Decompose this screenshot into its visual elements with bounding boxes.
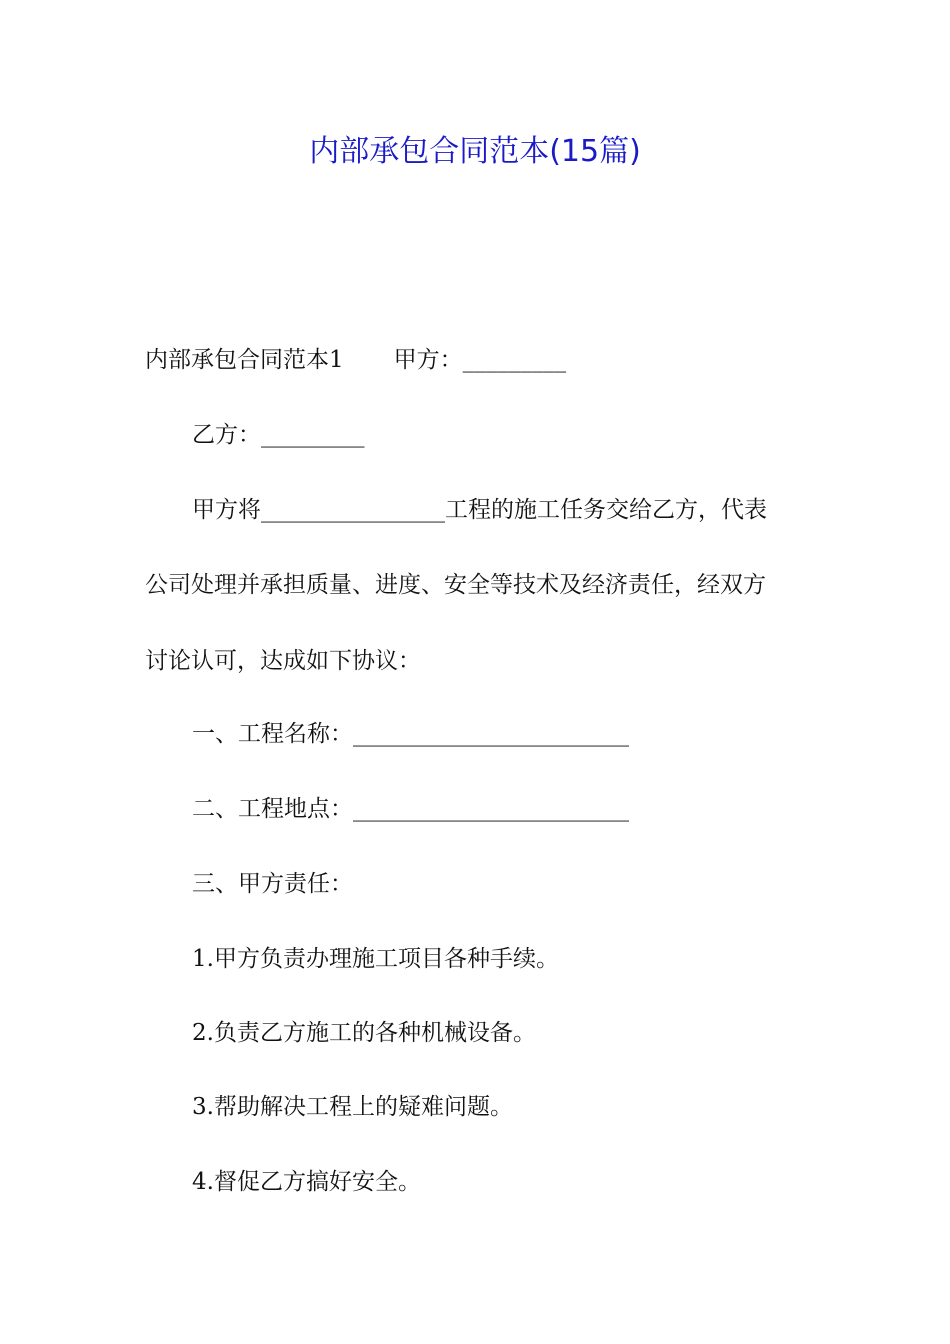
duty-item: 1.甲方负责办理施工项目各种手续。 bbox=[192, 946, 559, 972]
project-name-field: 一、工程名称：________________________ bbox=[192, 721, 629, 747]
duty-item: 3.帮助解决工程上的疑难问题。 bbox=[192, 1094, 513, 1120]
duty-item: 2.负责乙方施工的各种机械设备。 bbox=[192, 1020, 536, 1046]
party-a-field: 甲方：_________ bbox=[393, 347, 567, 373]
intro-line-1: 甲方将________________工程的施工任务交给乙方，代表 bbox=[192, 497, 767, 523]
intro-line-3: 讨论认可，达成如下协议： bbox=[145, 648, 421, 674]
document-title: 内部承包合同范本(15篇) bbox=[309, 134, 641, 169]
sample-heading: 内部承包合同范本1 bbox=[145, 347, 344, 373]
duty-item: 4.督促乙方搞好安全。 bbox=[192, 1169, 421, 1195]
heading-line bbox=[145, 344, 810, 376]
project-location-field: 二、工程地点：________________________ bbox=[192, 796, 629, 822]
party-a-duties-heading: 三、甲方责任： bbox=[192, 871, 353, 897]
intro-line-2: 公司处理并承担质量、进度、安全等技术及经济责任，经双方 bbox=[145, 572, 766, 598]
party-b-field: 乙方：_________ bbox=[192, 422, 365, 448]
